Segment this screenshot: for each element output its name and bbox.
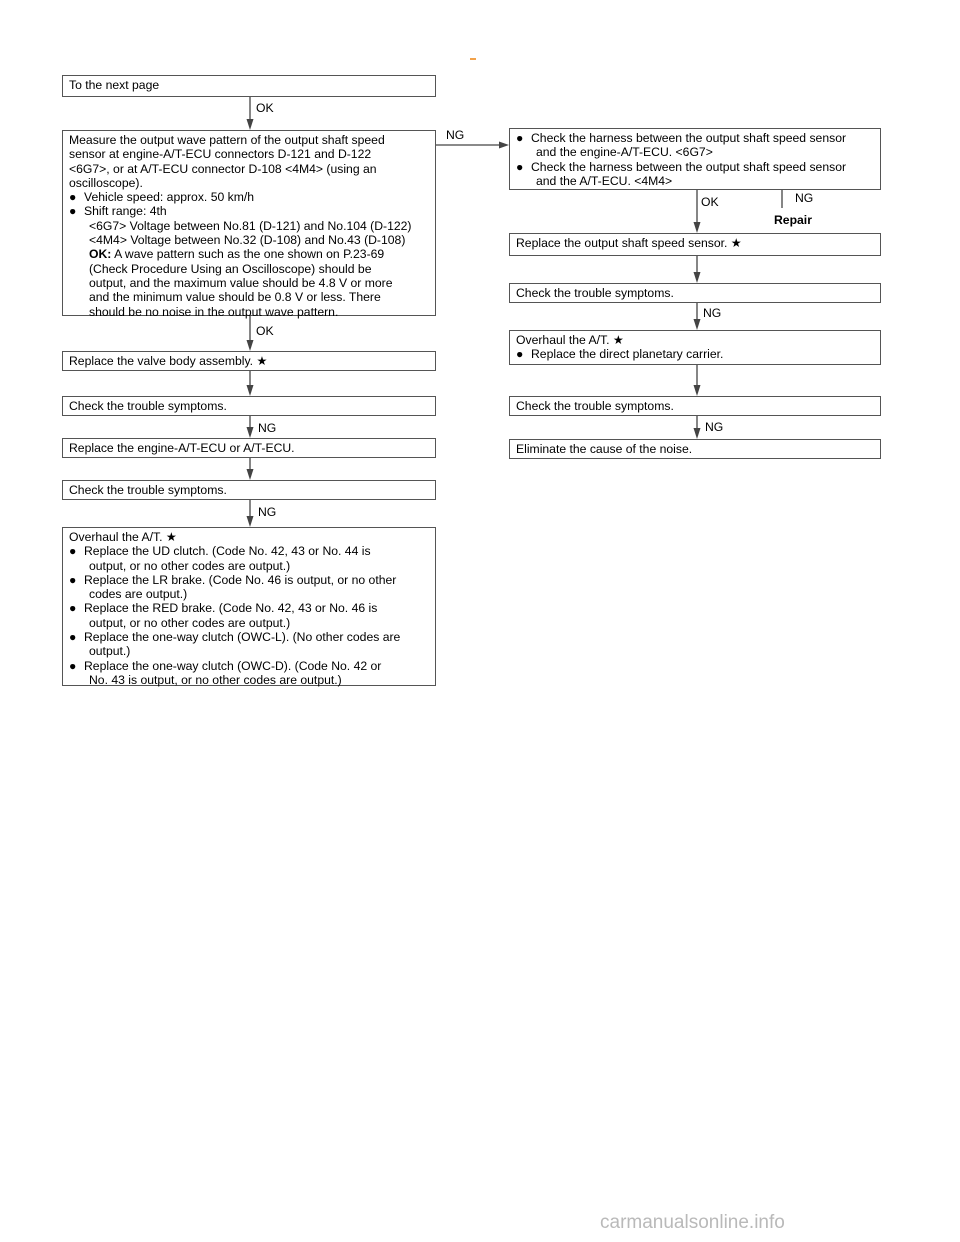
eliminate-noise-text: Eliminate the cause of the noise. [516,442,693,456]
measure-line: <6G7>, or at A/T-ECU connector D-108 <4M4> (using an [69,161,377,176]
label-ok-valve: OK [256,324,274,338]
ok-text: output, and the maximum value should be 4.8 V or more [89,275,393,290]
bullet-icon: ● [69,204,77,219]
measure-ok-line [69,247,429,261]
bullet-text: Check the harness between the output shaft speed sensor [531,131,847,145]
check-symptoms-text: Check the trouble symptoms. [69,399,227,413]
replace-ecu-box [62,438,436,458]
bullet-icon: ● [69,544,77,559]
check-symptoms-box-2 [62,480,436,500]
label-ng-overhaul-left: NG [258,505,277,519]
label-ng-repair: NG [795,191,814,205]
check-symptoms-box-4 [509,396,881,416]
check-symptoms-box-1 [62,396,436,416]
overhaul-bullet [69,573,429,587]
ok-text: and the minimum value should be 0.8 V or less. There [89,290,381,305]
bullet-text: Replace the LR brake. (Code No. 46 is output, or no other [84,572,397,587]
measure-line: sensor at engine-A/T-ECU connectors D-121 and D-122 [69,147,372,162]
bullet-text: and the A/T-ECU. <4M4> [536,173,673,188]
measure-line: Measure the output wave pattern of the output shaft speed [69,133,385,147]
measure-sub-line: <4M4> Voltage between No.32 (D-108) and No.43 (D-108) [89,233,406,248]
check-symptoms-text: Check the trouble symptoms. [516,399,674,413]
check-symptoms-text: Check the trouble symptoms. [516,286,674,300]
ok-text: A wave pattern such as the one shown on P.23-69 [114,247,385,262]
replace-ecu-text: Replace the engine-A/T-ECU or A/T-ECU. [69,441,295,455]
bullet-text: Replace the direct planetary carrier. [531,347,724,362]
replace-valve-box [62,351,436,371]
overhaul-bullet [516,347,874,361]
check-symptoms-text: Check the trouble symptoms. [69,483,227,497]
label-ok-next: OK [256,101,274,115]
bullet-text: Replace the one-way clutch (OWC-D). (Code No. 42 or [84,658,382,673]
bullet-icon: ● [69,190,77,205]
bullet-icon: ● [69,572,77,587]
bullet-text: Check the harness between the output shaft speed sensor [531,159,847,174]
measure-bullet [69,190,429,204]
bullet-text: Replace the one-way clutch (OWC-L). (No other codes are [84,630,401,645]
bullet-icon: ● [69,658,77,673]
bullet-text: Vehicle speed: approx. 50 km/h [84,190,255,205]
measure-sub-line: <6G7> Voltage between No.81 (D-121) and No.104 (D-122) [89,218,412,233]
overhaul-bullet [69,630,429,644]
star-icon: ★ [165,530,177,544]
star-icon: ★ [612,333,624,347]
bullet-text: Shift range: 4th [84,204,167,219]
measure-bullet [69,204,429,218]
label-ng-eliminate: NG [705,420,724,434]
harness-check-box [509,128,881,190]
overhaul-title-text: Overhaul the A/T. [516,333,610,347]
replace-sensor-box [509,233,881,256]
bullet-text: output, or no other codes are output.) [89,615,291,630]
overhaul-bullet [69,601,429,615]
overhaul-bullet [69,544,429,558]
watermark: carmanualsonline.info [600,1212,785,1233]
overhaul-title-text: Overhaul the A/T. [69,530,163,544]
bullet-icon: ● [69,630,77,645]
measure-line: oscilloscope). [69,175,143,190]
bullet-text: and the engine-A/T-ECU. <6G7> [536,145,713,160]
bullet-text: codes are output.) [89,587,188,602]
overhaul-right-box [509,330,881,365]
harness-bullet [516,160,874,174]
bullet-icon: ● [516,159,524,174]
label-ng-harness: NG [446,128,465,142]
label-ok-sensor: OK [701,195,719,209]
next-page-box [62,75,436,97]
bullet-icon: ● [516,131,524,145]
star-icon: ★ [730,236,742,250]
next-page-text: To the next page [69,78,160,92]
ok-prefix: OK: [89,247,112,262]
eliminate-noise-box [509,439,881,459]
label-ng-ecu: NG [258,421,277,435]
ok-text: should be no noise in the output wave pattern. [89,304,339,319]
overhaul-bullet [69,659,429,673]
overhaul-title [69,530,429,544]
harness-bullet [516,131,874,145]
bullet-text: Replace the RED brake. (Code No. 42, 43 or No. 46 is [84,601,378,616]
overhaul-title [516,333,874,347]
bullet-icon: ● [69,601,77,616]
bullet-text: output.) [89,644,131,659]
ok-text: (Check Procedure Using an Oscilloscope) should be [89,261,372,276]
repair-label: Repair [774,213,812,227]
check-symptoms-box-3 [509,283,881,303]
bullet-text: Replace the UD clutch. (Code No. 42, 43 or No. 44 is [84,544,371,559]
bullet-icon: ● [516,347,524,362]
measure-box [62,130,436,319]
label-ng-overhaul-right: NG [703,306,722,320]
replace-sensor-text: Replace the output shaft speed sensor. [516,236,728,250]
replace-valve-text: Replace the valve body assembly. [69,354,254,368]
bullet-text: output, or no other codes are output.) [89,558,291,573]
bullet-text: No. 43 is output, or no other codes are output.) [89,672,342,687]
overhaul-left-box [62,527,436,686]
star-icon: ★ [256,354,268,368]
